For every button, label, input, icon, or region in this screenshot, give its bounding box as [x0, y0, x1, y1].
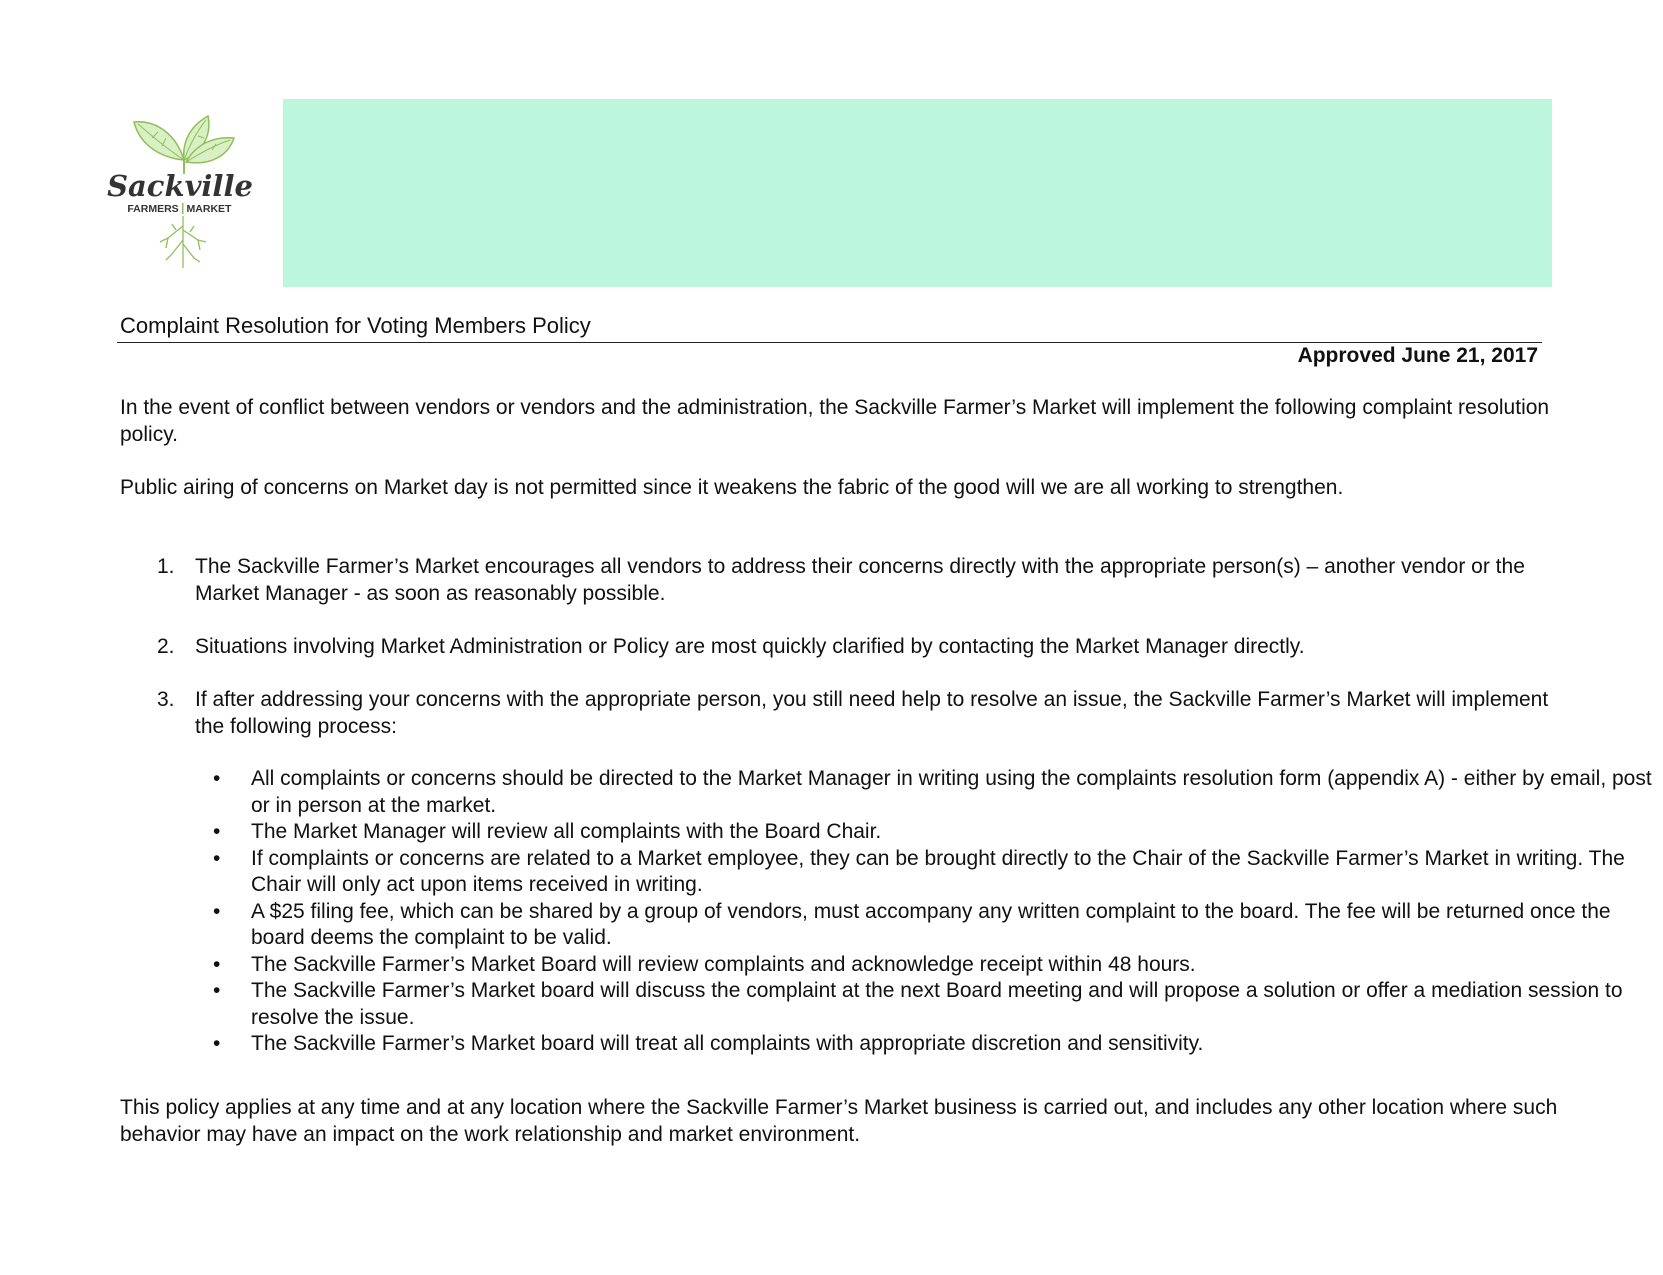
bullet-marker: •: [213, 979, 221, 1002]
bullet-text: The Sackville Farmer’s Market board will treat all complaints with appropriate discretion and sensitivity.: [251, 1032, 1204, 1055]
numbered-marker: 2.: [157, 635, 175, 658]
public-airing-paragraph: Public airing of concerns on Market day is not permitted since it weakens the fabric of the good will we are all working to strengthen.: [120, 476, 1344, 499]
numbered-item-text: Situations involving Market Administration or Policy are most quickly clarified by contacting the Market Manager directly.: [195, 635, 1305, 658]
bullet-item: [120, 766, 1663, 819]
document-title: Complaint Resolution for Voting Members Policy: [120, 313, 591, 338]
bullet-text: The Market Manager will review all complaints with the Board Chair.: [251, 820, 882, 843]
bullet-marker: •: [213, 1032, 221, 1055]
bullet-marker: •: [213, 899, 221, 923]
logo-subtitle-right: MARKET: [186, 203, 232, 215]
logo-name: Sackville: [107, 169, 253, 203]
header-banner: [283, 99, 1552, 287]
approval-date: Approved June 21, 2017: [1297, 344, 1538, 367]
bullet-marker: •: [213, 767, 221, 790]
sackville-farmers-market-logo: [107, 108, 253, 276]
logo-divider: [182, 203, 184, 214]
bullet-text: All complaints or concerns should be directed to the Market Manager in writing using the complaints resolution form (appendix A) - either by email, post or in person at the market.: [251, 767, 1652, 817]
bullet-marker: •: [213, 846, 221, 870]
numbered-marker: 1.: [157, 555, 175, 578]
bullet-marker: •: [213, 952, 221, 976]
bullet-item: [120, 978, 1663, 1031]
logo-subtitle-left: FARMERS: [127, 203, 179, 215]
bullet-item: [120, 1031, 1663, 1058]
numbered-item-text: If after addressing your concerns with the appropriate person, you still need help to resolve an issue, the Sackville Farmer’s Market will implement the following process:: [195, 688, 1549, 738]
bullet-item: [120, 952, 1663, 979]
bullet-text: The Sackville Farmer’s Market board will discuss the complaint at the next Board meeting and will propose a solution or offer a mediation session to resolve the issue.: [251, 979, 1623, 1029]
numbered-marker: 3.: [157, 688, 175, 711]
bullet-item: [120, 846, 1663, 899]
bullet-marker: •: [213, 820, 221, 843]
bullet-list: [120, 766, 1652, 1058]
logo-graphic: [107, 108, 253, 276]
bullet-item: [120, 899, 1663, 952]
bullet-text: The Sackville Farmer’s Market Board will review complaints and acknowledge receipt within 48 hours.: [251, 952, 1196, 976]
closing-paragraph: This policy applies at any time and at any location where the Sackville Farmer’s Market business is carried out, and includes any other location where such behavior may have an impact on the work relationship and market environment.: [120, 1096, 1558, 1146]
intro-paragraph: In the event of conflict between vendors or vendors and the administration, the Sackville Farmer’s Market will implement the following complaint resolution policy.: [120, 396, 1550, 446]
bullet-item: [120, 819, 1663, 846]
numbered-item-text: The Sackville Farmer’s Market encourages all vendors to address their concerns directly with the appropriate person(s) – another vendor or the Market Manager - as soon as reasonably possible.: [195, 555, 1525, 605]
bullet-text: If complaints or concerns are related to a Market employee, they can be brought directly to the Chair of the Sackville Farmer’s Market in writing. The Chair will only act upon items received in writing.: [251, 846, 1625, 896]
bullet-text: A $25 filing fee, which can be shared by a group of vendors, must accompany any written complaint to the board. The fee will be returned once the board deems the complaint to be valid.: [251, 899, 1611, 949]
